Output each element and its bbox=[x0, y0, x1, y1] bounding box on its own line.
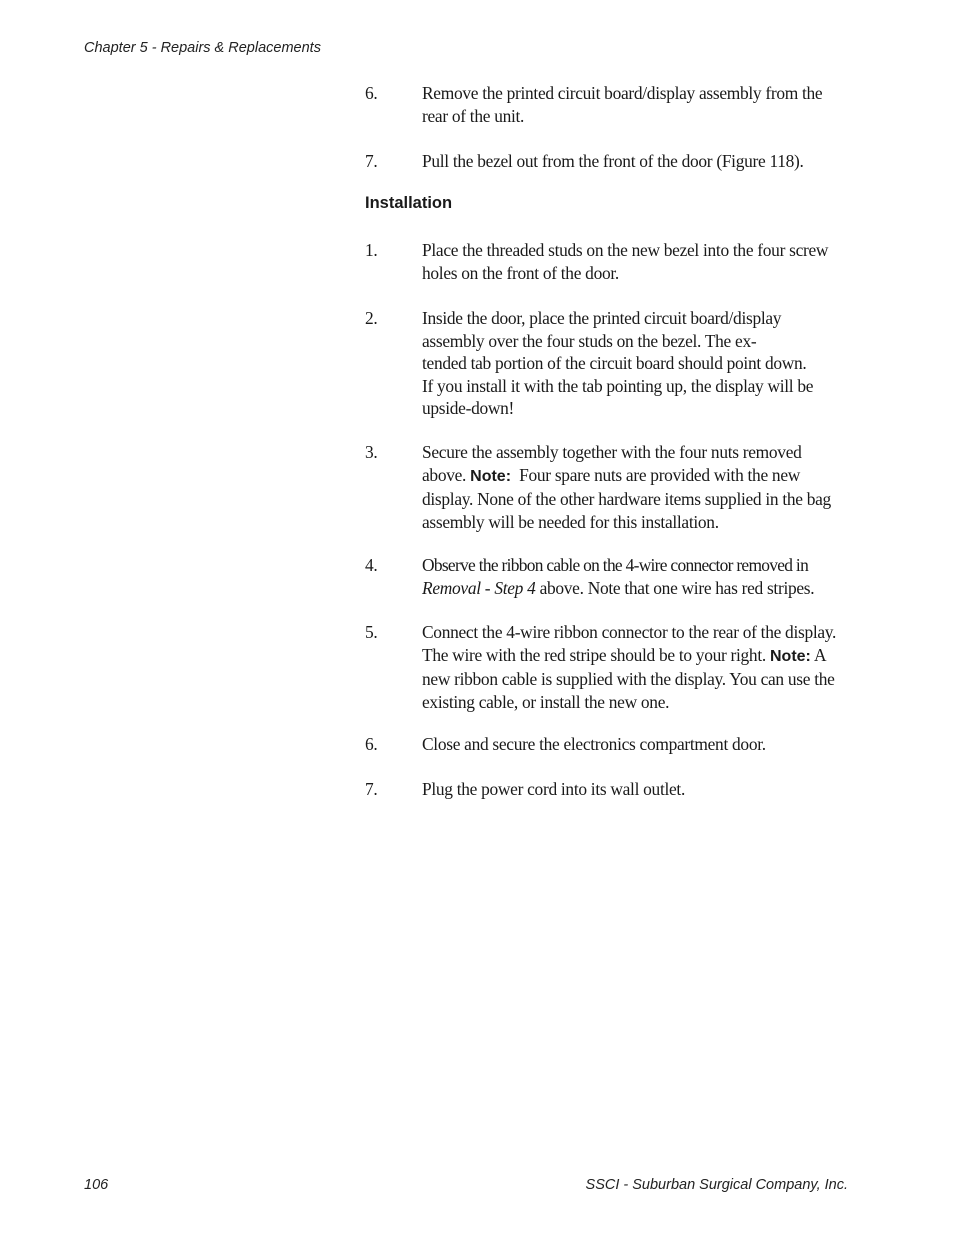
step-text: Remove the printed circuit board/display assembly from the rear of the unit. bbox=[422, 83, 823, 126]
note-label: Note: bbox=[470, 467, 512, 485]
step-text bbox=[422, 307, 845, 420]
step-number: 5. bbox=[365, 622, 378, 642]
step-text-pre: Connect the 4-wire ribbon connector to the rear of the display. The wire with the red stripe should be to your right. bbox=[422, 622, 837, 665]
installation-step-4 bbox=[365, 554, 845, 599]
installation-step-5 bbox=[365, 621, 845, 713]
page-number: 106 bbox=[84, 1177, 109, 1193]
installation-step-1 bbox=[365, 239, 845, 284]
step-number: 6. bbox=[365, 734, 378, 754]
step-number: 6. bbox=[365, 83, 378, 103]
step-reference: Removal - Step 4 bbox=[422, 577, 536, 598]
step-text: Pull the bezel out from the front of the door (Figure 118). bbox=[422, 151, 804, 171]
step-text-post: A new ribbon cable is supplied with the display. You can use the existing cable, or install the new one. bbox=[422, 644, 835, 712]
step-text bbox=[422, 441, 845, 533]
step-number: 1. bbox=[365, 240, 378, 260]
step-line: tended tab portion of the circuit board should point down. bbox=[422, 353, 807, 374]
step-line: assembly over the four studs on the bezel. The ex- bbox=[422, 330, 757, 351]
step-text bbox=[422, 621, 845, 713]
step-text-post: above. Note that one wire has red stripes. bbox=[539, 577, 815, 598]
step-line: upside-down! bbox=[422, 398, 515, 419]
step-text bbox=[422, 554, 845, 599]
section-heading-installation: Installation bbox=[365, 194, 453, 212]
step-text-pre: Secure the assembly together with the four nuts removed above. bbox=[422, 442, 802, 485]
footer-company: SSCI - Suburban Surgical Company, Inc. bbox=[585, 1177, 848, 1193]
step-number: 4. bbox=[365, 555, 378, 575]
step-number: 2. bbox=[365, 308, 378, 328]
step-text: Place the threaded studs on the new bezel into the four screw holes on the front of the door. bbox=[422, 240, 829, 283]
removal-step-7 bbox=[365, 150, 845, 173]
installation-step-7 bbox=[365, 778, 845, 801]
step-line: If you install it with the tab pointing up, the display will be bbox=[422, 375, 814, 396]
step-text: Plug the power cord into its wall outlet. bbox=[422, 779, 686, 799]
step-number: 7. bbox=[365, 151, 378, 171]
step-number: 7. bbox=[365, 779, 378, 799]
running-header: Chapter 5 - Repairs & Replacements bbox=[84, 40, 321, 56]
installation-step-2 bbox=[365, 307, 845, 420]
step-text: Close and secure the electronics compartment door. bbox=[422, 734, 766, 754]
installation-step-3 bbox=[365, 441, 845, 533]
step-text-pre: Observe the ribbon cable on the 4-wire connector removed in bbox=[422, 555, 809, 575]
step-line: Inside the door, place the printed circuit board/display bbox=[422, 308, 782, 328]
installation-step-6 bbox=[365, 733, 845, 756]
note-label: Note: bbox=[769, 647, 811, 665]
removal-step-6 bbox=[365, 82, 845, 127]
step-number: 3. bbox=[365, 442, 378, 462]
step-text-post: Four spare nuts are provided with the new display. None of the other hardware items supplied in the bag assembly will be needed for this installation. bbox=[422, 464, 831, 532]
